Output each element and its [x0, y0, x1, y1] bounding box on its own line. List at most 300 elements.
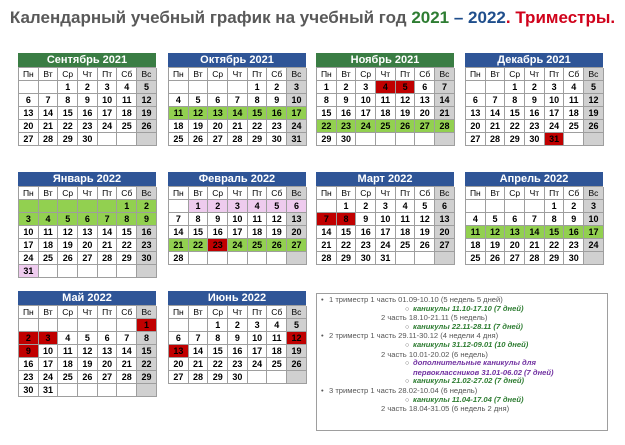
day-cell: 8	[208, 332, 228, 345]
day-cell: 3	[19, 213, 39, 226]
day-cell: 8	[317, 94, 337, 107]
day-cell: 29	[248, 133, 268, 146]
day-cell: 13	[78, 226, 98, 239]
weekday-header: Вт	[337, 187, 357, 200]
month-grid	[168, 67, 306, 146]
schedule-text: 2 часть 10.01-20.02 (6 недель)	[381, 349, 488, 359]
day-cell: 15	[505, 107, 525, 120]
empty-cell	[169, 319, 189, 332]
day-cell: 20	[466, 120, 486, 133]
day-cell: 26	[189, 133, 209, 146]
day-cell: 14	[117, 345, 137, 358]
day-cell: 30	[267, 133, 287, 146]
weekday-header: Пт	[248, 187, 268, 200]
schedule-text: первоклассников 31.01-06.02 (7 дней)	[413, 367, 554, 377]
day-cell: 30	[356, 252, 376, 265]
day-cell: 1	[317, 81, 337, 94]
day-cell: 18	[376, 107, 396, 120]
day-cell: 5	[78, 332, 98, 345]
day-cell: 11	[267, 332, 287, 345]
day-cell: 2	[78, 81, 98, 94]
day-cell: 14	[169, 226, 189, 239]
empty-cell	[248, 252, 268, 265]
day-cell: 8	[545, 213, 565, 226]
day-cell: 5	[486, 213, 506, 226]
weekday-header: Пн	[19, 306, 39, 319]
day-cell: 23	[228, 358, 248, 371]
day-cell: 13	[98, 345, 118, 358]
day-cell: 17	[248, 345, 268, 358]
day-cell: 1	[208, 319, 228, 332]
day-cell: 31	[287, 133, 307, 146]
day-cell: 6	[19, 94, 39, 107]
day-cell: 23	[78, 120, 98, 133]
day-cell: 1	[189, 200, 209, 213]
day-cell: 18	[248, 226, 268, 239]
empty-cell	[356, 133, 376, 146]
schedule-text: каникулы 11.10-17.10 (7 дней)	[413, 303, 524, 313]
day-cell: 26	[396, 120, 416, 133]
empty-cell	[376, 133, 396, 146]
month-title: Сентябрь 2021	[18, 53, 156, 67]
day-cell: 30	[564, 252, 584, 265]
day-cell: 15	[137, 345, 157, 358]
month-grid	[465, 67, 603, 146]
empty-cell	[58, 200, 78, 213]
day-cell: 16	[137, 226, 157, 239]
day-cell: 25	[248, 239, 268, 252]
day-cell: 5	[287, 319, 307, 332]
schedule-text: каникулы 21.02-27.02 (7 дней)	[413, 376, 525, 386]
day-cell: 28	[98, 252, 118, 265]
day-cell: 12	[58, 226, 78, 239]
day-cell: 4	[169, 94, 189, 107]
day-cell: 17	[19, 239, 39, 252]
day-cell: 4	[466, 213, 486, 226]
weekday-header: Вт	[189, 68, 209, 81]
weekday-header: Ср	[356, 68, 376, 81]
weekday-header: Чт	[228, 306, 248, 319]
day-cell: 9	[208, 213, 228, 226]
schedule-line	[321, 405, 603, 414]
weekday-header: Вс	[287, 187, 307, 200]
day-cell: 9	[564, 213, 584, 226]
day-cell: 24	[545, 120, 565, 133]
weekday-header: Ср	[58, 306, 78, 319]
day-cell: 27	[19, 133, 39, 146]
day-cell: 19	[415, 226, 435, 239]
month-calendar	[168, 53, 306, 146]
weekday-header: Чт	[376, 68, 396, 81]
day-cell: 11	[396, 213, 416, 226]
month-calendar	[168, 172, 306, 265]
day-cell: 12	[396, 94, 416, 107]
day-cell: 22	[248, 120, 268, 133]
day-cell: 28	[525, 252, 545, 265]
month-calendar	[465, 172, 603, 265]
day-cell: 16	[228, 345, 248, 358]
day-cell: 19	[287, 345, 307, 358]
month-calendar	[168, 291, 306, 384]
day-cell: 13	[19, 107, 39, 120]
weekday-header: Пт	[248, 306, 268, 319]
empty-cell	[317, 200, 337, 213]
day-cell: 8	[248, 94, 268, 107]
weekday-header: Пн	[466, 68, 486, 81]
day-cell: 2	[564, 200, 584, 213]
empty-cell	[267, 371, 287, 384]
weekday-header: Ср	[356, 187, 376, 200]
weekday-header: Пн	[19, 68, 39, 81]
title-year1: 2021	[411, 8, 450, 27]
day-cell: 25	[466, 252, 486, 265]
day-cell: 28	[228, 133, 248, 146]
day-cell: 3	[584, 200, 604, 213]
day-cell: 20	[98, 358, 118, 371]
day-cell: 20	[169, 358, 189, 371]
weekday-header: Ср	[208, 68, 228, 81]
day-cell: 8	[337, 213, 357, 226]
day-cell: 17	[39, 358, 59, 371]
schedule-text: 2 часть 18.04-31.05 (6 недель 2 дня)	[381, 404, 510, 414]
day-cell: 22	[208, 358, 228, 371]
day-cell: 14	[39, 107, 59, 120]
day-cell: 22	[117, 239, 137, 252]
day-cell: 10	[584, 213, 604, 226]
empty-cell	[117, 384, 137, 397]
day-cell: 26	[78, 371, 98, 384]
day-cell: 8	[117, 213, 137, 226]
day-cell: 5	[396, 81, 416, 94]
day-cell: 2	[228, 319, 248, 332]
day-cell: 21	[98, 239, 118, 252]
empty-cell	[396, 252, 416, 265]
day-cell: 29	[545, 252, 565, 265]
month-calendar	[316, 53, 454, 146]
day-cell: 4	[58, 332, 78, 345]
month-grid	[18, 305, 156, 397]
empty-cell	[287, 252, 307, 265]
day-cell: 23	[525, 120, 545, 133]
weekday-header: Вт	[337, 68, 357, 81]
empty-cell	[117, 133, 137, 146]
day-cell: 9	[137, 213, 157, 226]
day-cell: 10	[545, 94, 565, 107]
day-cell: 11	[466, 226, 486, 239]
day-cell: 15	[337, 226, 357, 239]
day-cell: 23	[267, 120, 287, 133]
day-cell: 4	[117, 81, 137, 94]
day-cell: 14	[228, 107, 248, 120]
day-cell: 28	[317, 252, 337, 265]
day-cell: 7	[317, 213, 337, 226]
weekday-header: Сб	[267, 187, 287, 200]
empty-cell	[78, 384, 98, 397]
day-cell: 10	[287, 94, 307, 107]
weekday-header: Чт	[525, 68, 545, 81]
weekday-header: Вт	[39, 68, 59, 81]
empty-cell	[58, 319, 78, 332]
weekday-header: Вт	[486, 187, 506, 200]
day-cell: 1	[117, 200, 137, 213]
day-cell: 24	[376, 239, 396, 252]
day-cell: 4	[396, 200, 416, 213]
day-cell: 6	[169, 332, 189, 345]
day-cell: 7	[228, 94, 248, 107]
day-cell: 2	[337, 81, 357, 94]
day-cell: 28	[169, 252, 189, 265]
day-cell: 2	[356, 200, 376, 213]
empty-cell	[486, 200, 506, 213]
day-cell: 30	[337, 133, 357, 146]
schedule-text: 2 триместр 1 часть 29.11-30.12 (4 недели 4 дня)	[329, 331, 499, 341]
day-cell: 19	[396, 107, 416, 120]
empty-cell	[117, 319, 137, 332]
day-cell: 25	[39, 252, 59, 265]
month-title: Октябрь 2021	[168, 53, 306, 67]
weekday-header: Сб	[564, 68, 584, 81]
title-year2: 2022	[468, 8, 506, 27]
day-cell: 27	[415, 120, 435, 133]
day-cell: 29	[208, 371, 228, 384]
day-cell: 10	[248, 332, 268, 345]
day-cell: 5	[267, 200, 287, 213]
day-cell: 9	[337, 94, 357, 107]
day-cell: 12	[287, 332, 307, 345]
empty-cell	[208, 81, 228, 94]
month-title: Апрель 2022	[465, 172, 603, 186]
empty-cell	[435, 133, 455, 146]
day-cell: 20	[287, 226, 307, 239]
day-cell: 9	[78, 94, 98, 107]
month-grid	[316, 67, 454, 146]
weekday-header: Пт	[98, 306, 118, 319]
weekday-header: Сб	[267, 306, 287, 319]
weekday-header: Ср	[58, 68, 78, 81]
day-cell: 23	[208, 239, 228, 252]
day-cell: 18	[58, 358, 78, 371]
weekday-header: Пн	[317, 187, 337, 200]
day-cell: 25	[169, 133, 189, 146]
day-cell: 10	[19, 226, 39, 239]
day-cell: 12	[78, 345, 98, 358]
day-cell: 21	[169, 239, 189, 252]
empty-cell	[98, 133, 118, 146]
day-cell: 1	[545, 200, 565, 213]
empty-cell	[435, 252, 455, 265]
day-cell: 31	[376, 252, 396, 265]
day-cell: 11	[376, 94, 396, 107]
day-cell: 8	[189, 213, 209, 226]
day-cell: 22	[337, 239, 357, 252]
day-cell: 18	[169, 120, 189, 133]
title-suffix: . Триместры.	[505, 8, 616, 27]
day-cell: 14	[486, 107, 506, 120]
day-cell: 14	[98, 226, 118, 239]
month-title: Ноябрь 2021	[316, 53, 454, 67]
weekday-header: Чт	[228, 187, 248, 200]
day-cell: 24	[584, 239, 604, 252]
empty-cell	[78, 319, 98, 332]
month-grid	[465, 186, 603, 265]
day-cell: 7	[39, 94, 59, 107]
day-cell: 17	[287, 107, 307, 120]
day-cell: 7	[169, 213, 189, 226]
day-cell: 1	[248, 81, 268, 94]
bullet-icon: •	[321, 385, 324, 395]
weekday-header: Ср	[505, 68, 525, 81]
day-cell: 16	[356, 226, 376, 239]
day-cell: 23	[564, 239, 584, 252]
day-cell: 28	[39, 133, 59, 146]
day-cell: 27	[435, 239, 455, 252]
day-cell: 13	[169, 345, 189, 358]
weekday-header: Чт	[228, 68, 248, 81]
day-cell: 30	[228, 371, 248, 384]
day-cell: 16	[267, 107, 287, 120]
day-cell: 24	[98, 120, 118, 133]
schedule-text: 1 триместр 1 часть 01.09-10.10 (5 недель 5 дней)	[329, 295, 503, 304]
weekday-header: Чт	[78, 68, 98, 81]
day-cell: 27	[98, 371, 118, 384]
day-cell: 29	[505, 133, 525, 146]
weekday-header: Пт	[396, 68, 416, 81]
empty-cell	[39, 200, 59, 213]
empty-cell	[39, 319, 59, 332]
circle-bullet-icon: ○	[405, 341, 410, 349]
day-cell: 25	[376, 120, 396, 133]
day-cell: 7	[486, 94, 506, 107]
empty-cell	[208, 252, 228, 265]
day-cell: 22	[189, 239, 209, 252]
bullet-icon: •	[321, 295, 324, 304]
day-cell: 18	[564, 107, 584, 120]
month-title: Февраль 2022	[168, 172, 306, 186]
schedule-text: 3 триместр 1 часть 28.02-10.04 (6 недель)	[329, 385, 478, 395]
weekday-header: Вс	[137, 68, 157, 81]
day-cell: 21	[525, 239, 545, 252]
day-cell: 10	[39, 345, 59, 358]
month-calendar	[18, 291, 156, 397]
month-grid	[18, 186, 156, 278]
empty-cell	[137, 133, 157, 146]
day-cell: 3	[39, 332, 59, 345]
weekday-header: Вт	[189, 306, 209, 319]
day-cell: 1	[137, 319, 157, 332]
day-cell: 4	[39, 213, 59, 226]
day-cell: 16	[19, 358, 39, 371]
day-cell: 11	[58, 345, 78, 358]
empty-cell	[228, 252, 248, 265]
month-grid	[316, 186, 454, 265]
day-cell: 24	[19, 252, 39, 265]
day-cell: 13	[415, 94, 435, 107]
day-cell: 15	[545, 226, 565, 239]
day-cell: 10	[356, 94, 376, 107]
day-cell: 10	[376, 213, 396, 226]
weekday-header: Сб	[117, 68, 137, 81]
empty-cell	[189, 319, 209, 332]
day-cell: 24	[287, 120, 307, 133]
day-cell: 30	[137, 252, 157, 265]
day-cell: 14	[525, 226, 545, 239]
day-cell: 21	[317, 239, 337, 252]
circle-bullet-icon: ○	[405, 360, 410, 368]
day-cell: 30	[78, 133, 98, 146]
day-cell: 6	[78, 213, 98, 226]
day-cell: 18	[267, 345, 287, 358]
day-cell: 22	[545, 239, 565, 252]
empty-cell	[98, 384, 118, 397]
day-cell: 14	[435, 94, 455, 107]
day-cell: 12	[137, 94, 157, 107]
weekday-header: Пн	[169, 306, 189, 319]
day-cell: 26	[267, 239, 287, 252]
day-cell: 30	[525, 133, 545, 146]
day-cell: 5	[58, 213, 78, 226]
day-cell: 4	[564, 81, 584, 94]
day-cell: 19	[78, 358, 98, 371]
day-cell: 4	[267, 319, 287, 332]
empty-cell	[466, 81, 486, 94]
day-cell: 18	[117, 107, 137, 120]
day-cell: 28	[117, 371, 137, 384]
weekday-header: Сб	[415, 68, 435, 81]
weekday-header: Пт	[545, 68, 565, 81]
empty-cell	[78, 265, 98, 278]
day-cell: 11	[169, 107, 189, 120]
day-cell: 19	[486, 239, 506, 252]
empty-cell	[39, 265, 59, 278]
empty-cell	[39, 81, 59, 94]
bullet-icon: •	[321, 331, 324, 341]
day-cell: 22	[137, 358, 157, 371]
empty-cell	[117, 265, 137, 278]
day-cell: 22	[505, 120, 525, 133]
weekday-header: Чт	[525, 187, 545, 200]
empty-cell	[415, 252, 435, 265]
weekday-header: Сб	[415, 187, 435, 200]
day-cell: 23	[337, 120, 357, 133]
day-cell: 21	[486, 120, 506, 133]
day-cell: 14	[317, 226, 337, 239]
day-cell: 6	[415, 81, 435, 94]
empty-cell	[584, 252, 604, 265]
page-title	[0, 8, 625, 28]
day-cell: 3	[228, 200, 248, 213]
day-cell: 17	[98, 107, 118, 120]
day-cell: 6	[505, 213, 525, 226]
day-cell: 25	[58, 371, 78, 384]
empty-cell	[248, 371, 268, 384]
weekday-header: Пн	[317, 68, 337, 81]
day-cell: 14	[189, 345, 209, 358]
day-cell: 13	[287, 213, 307, 226]
day-cell: 1	[337, 200, 357, 213]
day-cell: 9	[19, 345, 39, 358]
day-cell: 23	[19, 371, 39, 384]
day-cell: 19	[267, 226, 287, 239]
day-cell: 12	[189, 107, 209, 120]
weekday-header: Пт	[396, 187, 416, 200]
day-cell: 15	[189, 226, 209, 239]
month-grid	[168, 305, 306, 384]
day-cell: 3	[545, 81, 565, 94]
day-cell: 27	[208, 133, 228, 146]
day-cell: 15	[208, 345, 228, 358]
day-cell: 21	[435, 107, 455, 120]
empty-cell	[584, 133, 604, 146]
